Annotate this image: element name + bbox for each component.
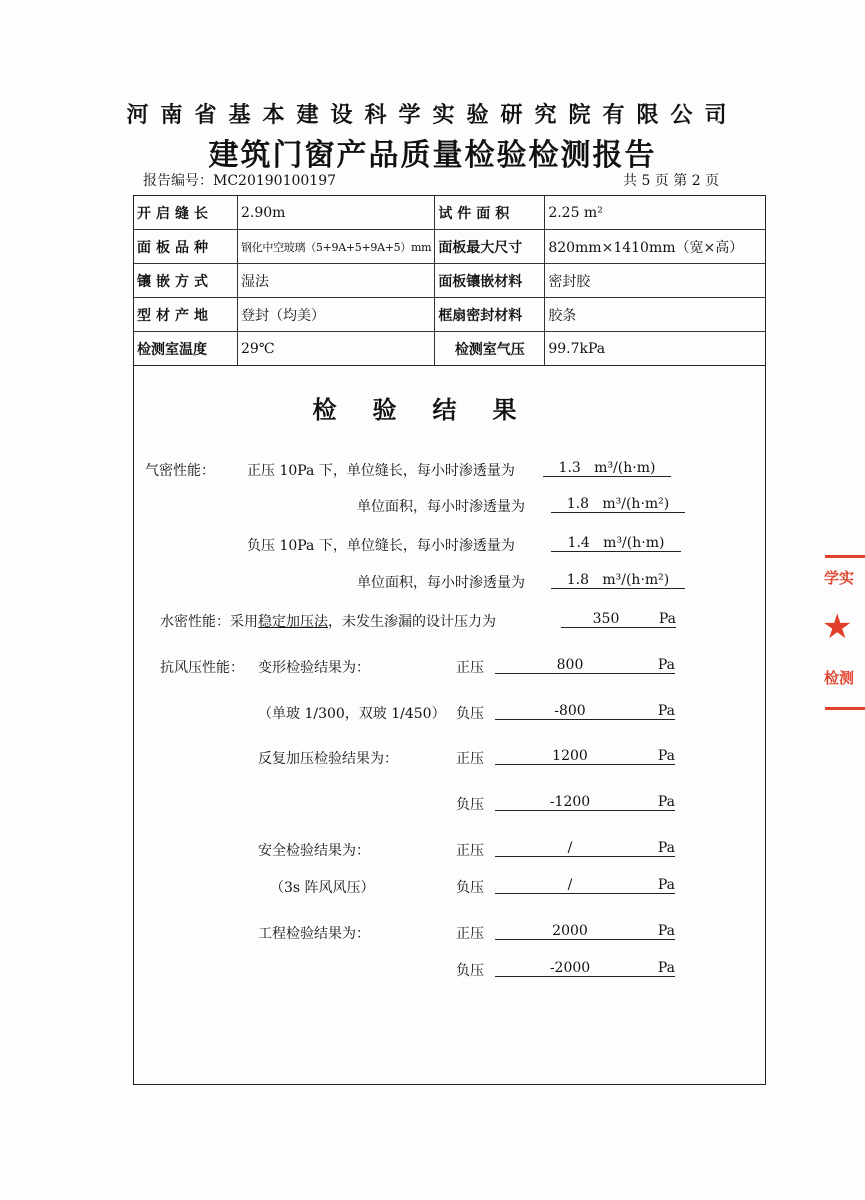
wind-safety-note: （3s 阵风风压）	[270, 880, 375, 896]
air-pos-area-field	[551, 496, 685, 513]
air-pos-length-text: 正压 10Pa 下，单位缝长，每小时渗透量为	[247, 463, 515, 479]
value-profile-origin: 登封（均美）	[238, 298, 435, 332]
air-tightness-label: 气密性能：	[145, 463, 215, 479]
air-pos-area-value: 1.8	[566, 496, 589, 512]
official-seal-stamp	[820, 555, 865, 715]
wind-unit: Pa	[657, 748, 675, 764]
specimen-info-table	[134, 196, 765, 366]
label-glazing-method: 镶嵌方式	[134, 264, 238, 298]
wind-deform-pos-value: 800	[556, 657, 584, 673]
air-pos-length-field	[543, 460, 671, 477]
wind-repeat-neg-label: 负压	[456, 797, 484, 813]
air-neg-area-value: 1.8	[566, 572, 589, 588]
wind-unit: Pa	[657, 877, 675, 893]
label-panel-type: 面板品种	[134, 230, 238, 264]
seal-star-icon: ★	[822, 607, 853, 647]
air-neg-length-value: 1.4	[567, 535, 590, 551]
water-pressure-field	[561, 611, 676, 628]
wind-safety-label: 安全检验结果为：	[258, 843, 370, 859]
air-unit-length: m³/(h·m)	[603, 535, 665, 551]
wind-eng-neg-label: 负压	[456, 963, 484, 979]
report-title: 建筑门窗产品质量检验检测报告	[208, 138, 657, 173]
seal-bottom-bar	[825, 707, 865, 710]
table-row	[134, 196, 765, 230]
wind-deform-neg-label: 负压	[456, 706, 484, 722]
wind-safety-neg-field	[495, 877, 675, 894]
air-pos-length-value: 1.3	[558, 460, 581, 476]
air-unit-area: m³/(h·m²)	[602, 496, 670, 512]
wind-eng-pos-value: 2000	[552, 923, 588, 939]
wind-repeat-neg-value: -1200	[549, 794, 591, 810]
wind-unit: Pa	[657, 923, 675, 939]
wind-deform-neg-field	[495, 703, 675, 720]
table-row	[134, 298, 765, 332]
wind-repeat-label: 反复加压检验结果为：	[258, 751, 398, 767]
air-pos-area-text: 单位面积，每小时渗透量为	[357, 499, 525, 515]
wind-safety-pos-label: 正压	[456, 843, 484, 859]
label-frame-seal-material: 框扇密封材料	[435, 298, 545, 332]
value-frame-seal-material: 胶条	[545, 298, 765, 332]
air-neg-length-field	[551, 535, 681, 552]
table-row	[134, 264, 765, 298]
wind-safety-neg-label: 负压	[456, 880, 484, 896]
page-indicator: 共 5 页 第 2 页	[623, 173, 720, 189]
water-pressure-unit: Pa	[658, 611, 676, 627]
wind-repeat-pos-label: 正压	[456, 751, 484, 767]
wind-repeat-neg-field	[495, 794, 675, 811]
results-title: 检验结果	[312, 395, 553, 424]
water-text-pre: 水密性能：采用	[160, 614, 258, 630]
seal-text-bottom: 检测	[824, 669, 855, 687]
seal-text-top: 学实	[824, 569, 855, 587]
wind-deform-pos-label: 正压	[456, 660, 484, 676]
value-room-pressure: 99.7kPa	[545, 332, 765, 366]
air-neg-area-field	[551, 572, 685, 589]
wind-safety-pos-value: /	[567, 840, 573, 856]
seal-top-bar	[825, 555, 865, 558]
value-panel-type: 钢化中空玻璃（5+9A+5+9A+5）mm	[238, 230, 435, 264]
wind-eng-pos-label: 正压	[456, 926, 484, 942]
value-panel-max-size: 820mm×1410mm（宽×高）	[545, 230, 765, 264]
value-specimen-area: 2.25 m²	[545, 196, 765, 230]
wind-label: 抗风压性能：	[160, 660, 244, 676]
value-glazing-material: 密封胶	[545, 264, 765, 298]
air-unit-length: m³/(h·m)	[594, 460, 656, 476]
wind-eng-neg-value: -2000	[549, 960, 591, 976]
wind-safety-pos-field	[495, 840, 675, 857]
wind-unit: Pa	[657, 840, 675, 856]
air-neg-length-text: 负压 10Pa 下，单位缝长，每小时渗透量为	[247, 538, 515, 554]
table-row	[134, 230, 765, 264]
wind-deform-pos-field	[495, 657, 675, 674]
water-text-post: ，未发生渗漏的设计压力为	[328, 614, 496, 630]
wind-repeat-pos-field	[495, 748, 675, 765]
label-profile-origin: 型材产地	[134, 298, 238, 332]
label-specimen-area: 试件面积	[435, 196, 545, 230]
label-room-temperature: 检测室温度	[134, 332, 238, 366]
report-number: 报告编号：MC20190100197	[143, 173, 337, 189]
wind-unit: Pa	[657, 703, 675, 719]
wind-unit: Pa	[657, 657, 675, 673]
air-unit-area: m³/(h·m²)	[602, 572, 670, 588]
wind-deform-note: （单玻 1/300，双玻 1/450）	[258, 706, 446, 722]
wind-unit: Pa	[657, 794, 675, 810]
wind-unit: Pa	[657, 960, 675, 976]
wind-eng-pos-field	[495, 923, 675, 940]
organization-name: 河南省基本建设科学实验研究院有限公司	[126, 102, 739, 128]
water-tightness-line	[160, 611, 496, 631]
wind-repeat-pos-value: 1200	[552, 748, 588, 764]
value-opening-joint-length: 2.90m	[238, 196, 435, 230]
label-room-pressure: 检测室气压	[435, 332, 545, 366]
wind-deform-label: 变形检验结果为：	[258, 660, 370, 676]
wind-eng-neg-field	[495, 960, 675, 977]
wind-safety-neg-value: /	[567, 877, 573, 893]
label-panel-max-size: 面板最大尺寸	[435, 230, 545, 264]
table-row	[134, 332, 765, 366]
water-test-method: 稳定加压法	[258, 614, 328, 630]
air-neg-area-text: 单位面积，每小时渗透量为	[357, 575, 525, 591]
value-room-temperature: 29℃	[238, 332, 435, 366]
label-glazing-material: 面板镶嵌材料	[435, 264, 545, 298]
label-opening-joint-length: 开启缝长	[134, 196, 238, 230]
wind-deform-neg-value: -800	[554, 703, 586, 719]
report-frame	[133, 195, 766, 1085]
water-pressure-value: 350	[592, 611, 620, 627]
wind-engineering-label: 工程检验结果为：	[258, 926, 370, 942]
value-glazing-method: 湿法	[238, 264, 435, 298]
